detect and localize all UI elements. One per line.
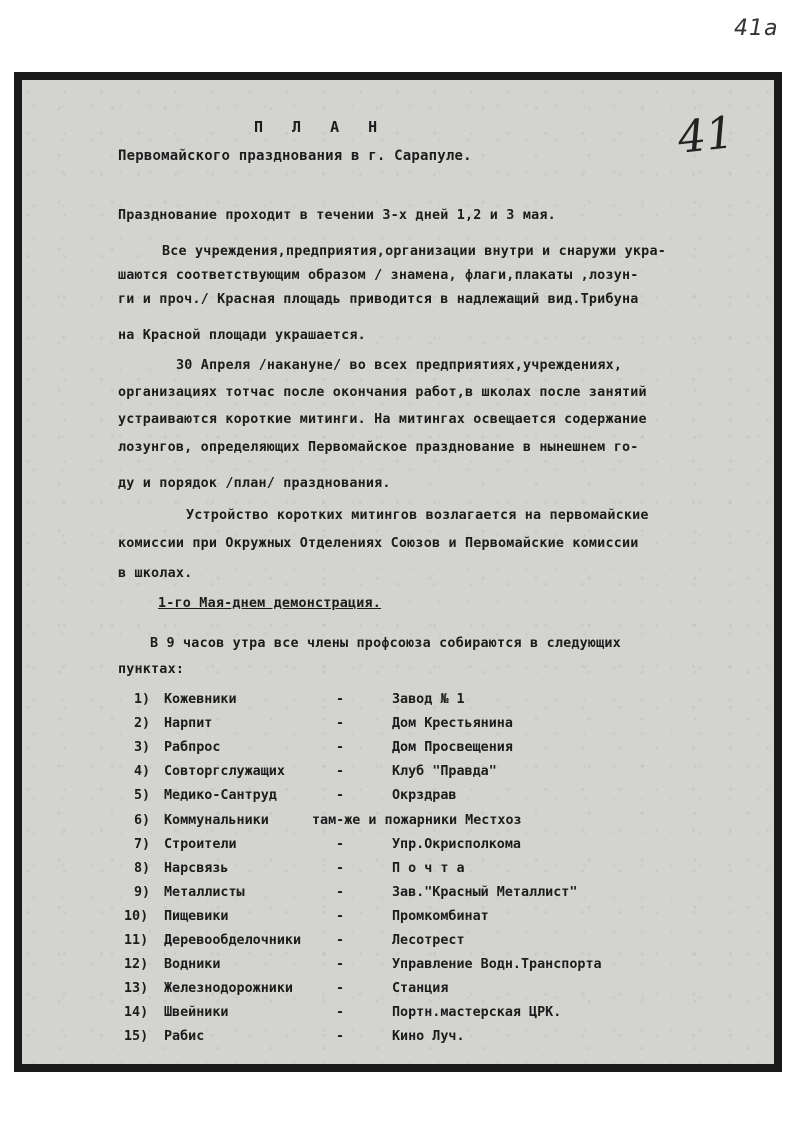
list-item-dash: - xyxy=(336,764,345,780)
list-item-number: 5) xyxy=(134,788,151,804)
list-item-number: 12) xyxy=(124,957,149,973)
list-item-union: Рабис xyxy=(164,1029,205,1045)
list-item-place: Клуб "Правда" xyxy=(392,764,497,780)
handwritten-page-number: 41 xyxy=(675,107,737,164)
list-item-number: 13) xyxy=(124,981,149,997)
list-item-place: Упр.Окрисполкома xyxy=(392,836,521,852)
document-subtitle: Первомайского празднования в г. Сарапуле. xyxy=(118,148,472,164)
list-item-dash: - xyxy=(336,1005,345,1021)
document-page xyxy=(22,80,774,1064)
list-item-union: Медико-Сантруд xyxy=(164,788,277,804)
paragraph-line: лозунгов, определяющих Первомайское празднование в нынешнем го- xyxy=(118,440,639,455)
list-item-dash: - xyxy=(336,1029,345,1045)
list-item-number: 10) xyxy=(124,908,149,924)
list-item-place: Кино Луч. xyxy=(392,1029,465,1045)
list-item-place: Станция xyxy=(392,981,449,997)
list-item-dash: - xyxy=(336,908,345,924)
list-item-union: Рабпрос xyxy=(164,740,221,756)
list-item-dash: - xyxy=(336,933,345,948)
list-item-union: Железнодорожники xyxy=(164,981,293,997)
paragraph-line: устраиваются короткие митинги. На митингах освещается содержание xyxy=(118,412,647,427)
list-item-union: Деревообделочники xyxy=(164,933,302,948)
list-item-union: Коммунальники xyxy=(164,812,269,828)
list-item-union: Пищевики xyxy=(164,908,229,924)
list-item-number: 15) xyxy=(124,1029,149,1045)
paragraph-line: комиссии при Окружных Отделениях Союзов и Первомайские комиссии xyxy=(118,536,639,551)
list-item-dash: - xyxy=(336,860,345,876)
list-item-union: Совторгслужащих xyxy=(164,764,285,780)
intro-line: В 9 часов утра все члены профсоюза собираются в следующих xyxy=(150,636,621,651)
list-item-place: Зав."Красный Металлист" xyxy=(392,884,578,900)
list-item-number: 3) xyxy=(134,740,151,756)
list-item-place: Промкомбинат xyxy=(392,908,489,924)
list-item-place: Завод № 1 xyxy=(392,692,465,707)
list-item-place: Окрздрав xyxy=(392,788,457,804)
paragraph-line: ги и проч./ Красная площадь приводится в надлежащий вид.Трибуна xyxy=(118,292,639,307)
list-item-union: Водники xyxy=(164,957,221,973)
paragraph-line: в школах. xyxy=(118,566,193,581)
list-item-dash: - xyxy=(336,884,345,900)
list-item-union: Нарпит xyxy=(164,716,213,732)
list-item-number: 2) xyxy=(134,716,151,732)
list-item-union: Строители xyxy=(164,836,237,852)
list-item-number: 6) xyxy=(134,812,151,828)
paragraph-line: Все учреждения,предприятия,организации внутри и снаружи укра- xyxy=(162,244,666,259)
list-item-place: Управление Водн.Транспорта xyxy=(392,957,602,973)
list-item-dash: - xyxy=(336,836,345,852)
list-item-place: П о ч т а xyxy=(392,860,465,876)
list-item-number: 9) xyxy=(134,884,151,900)
section-heading: 1-го Мая-днем демонстрация. xyxy=(158,596,382,611)
list-item-union: Швейники xyxy=(164,1005,229,1021)
list-item-dash: - xyxy=(336,957,345,973)
intro-line: пунктах: xyxy=(118,662,185,677)
list-item-dash: - xyxy=(336,740,345,756)
list-item-dash: - xyxy=(336,981,345,997)
list-item-number: 11) xyxy=(124,933,149,948)
list-item-place: Дом Крестьянина xyxy=(392,716,513,732)
list-item-number: 7) xyxy=(134,836,151,852)
list-item-place: Портн.мастерская ЦРК. xyxy=(392,1005,562,1021)
archive-number: 41а xyxy=(734,16,779,41)
paragraph-line: организациях тотчас после окончания работ,в школах после занятий xyxy=(118,385,647,400)
paragraph-line: 30 Апреля /накануне/ во всех предприятиях,учреждениях, xyxy=(176,358,623,373)
paragraph-line: Устройство коротких митингов возлагается на первомайские xyxy=(186,508,649,523)
list-item-dash: - xyxy=(336,716,345,732)
list-item-place: Дом Просвещения xyxy=(392,740,513,756)
list-item-dash: - xyxy=(336,692,345,707)
list-item-union: Нарсвязь xyxy=(164,860,229,876)
paragraph-line: на Красной площади украшается. xyxy=(118,328,366,343)
list-item-union: Металлисты xyxy=(164,884,245,900)
list-item-number: 4) xyxy=(134,764,151,780)
paragraph-line: Празднование проходит в течении 3-х дней 1,2 и 3 мая. xyxy=(118,208,556,223)
list-item-number: 14) xyxy=(124,1005,149,1021)
document-title: П Л А Н xyxy=(254,118,388,136)
list-item-dash: - xyxy=(336,788,345,804)
list-item-place: Лесотрест xyxy=(392,933,465,948)
list-item-number: 1) xyxy=(134,692,151,707)
paragraph-line: шаются соответствующим образом / знамена, флаги,плакаты ,лозун- xyxy=(118,268,639,283)
list-item-number: 8) xyxy=(134,860,151,876)
list-item-place: там-же и пожарники Местхоз xyxy=(312,812,522,828)
paragraph-line: ду и порядок /план/ празднования. xyxy=(118,476,391,491)
list-item-union: Кожевники xyxy=(164,692,237,707)
